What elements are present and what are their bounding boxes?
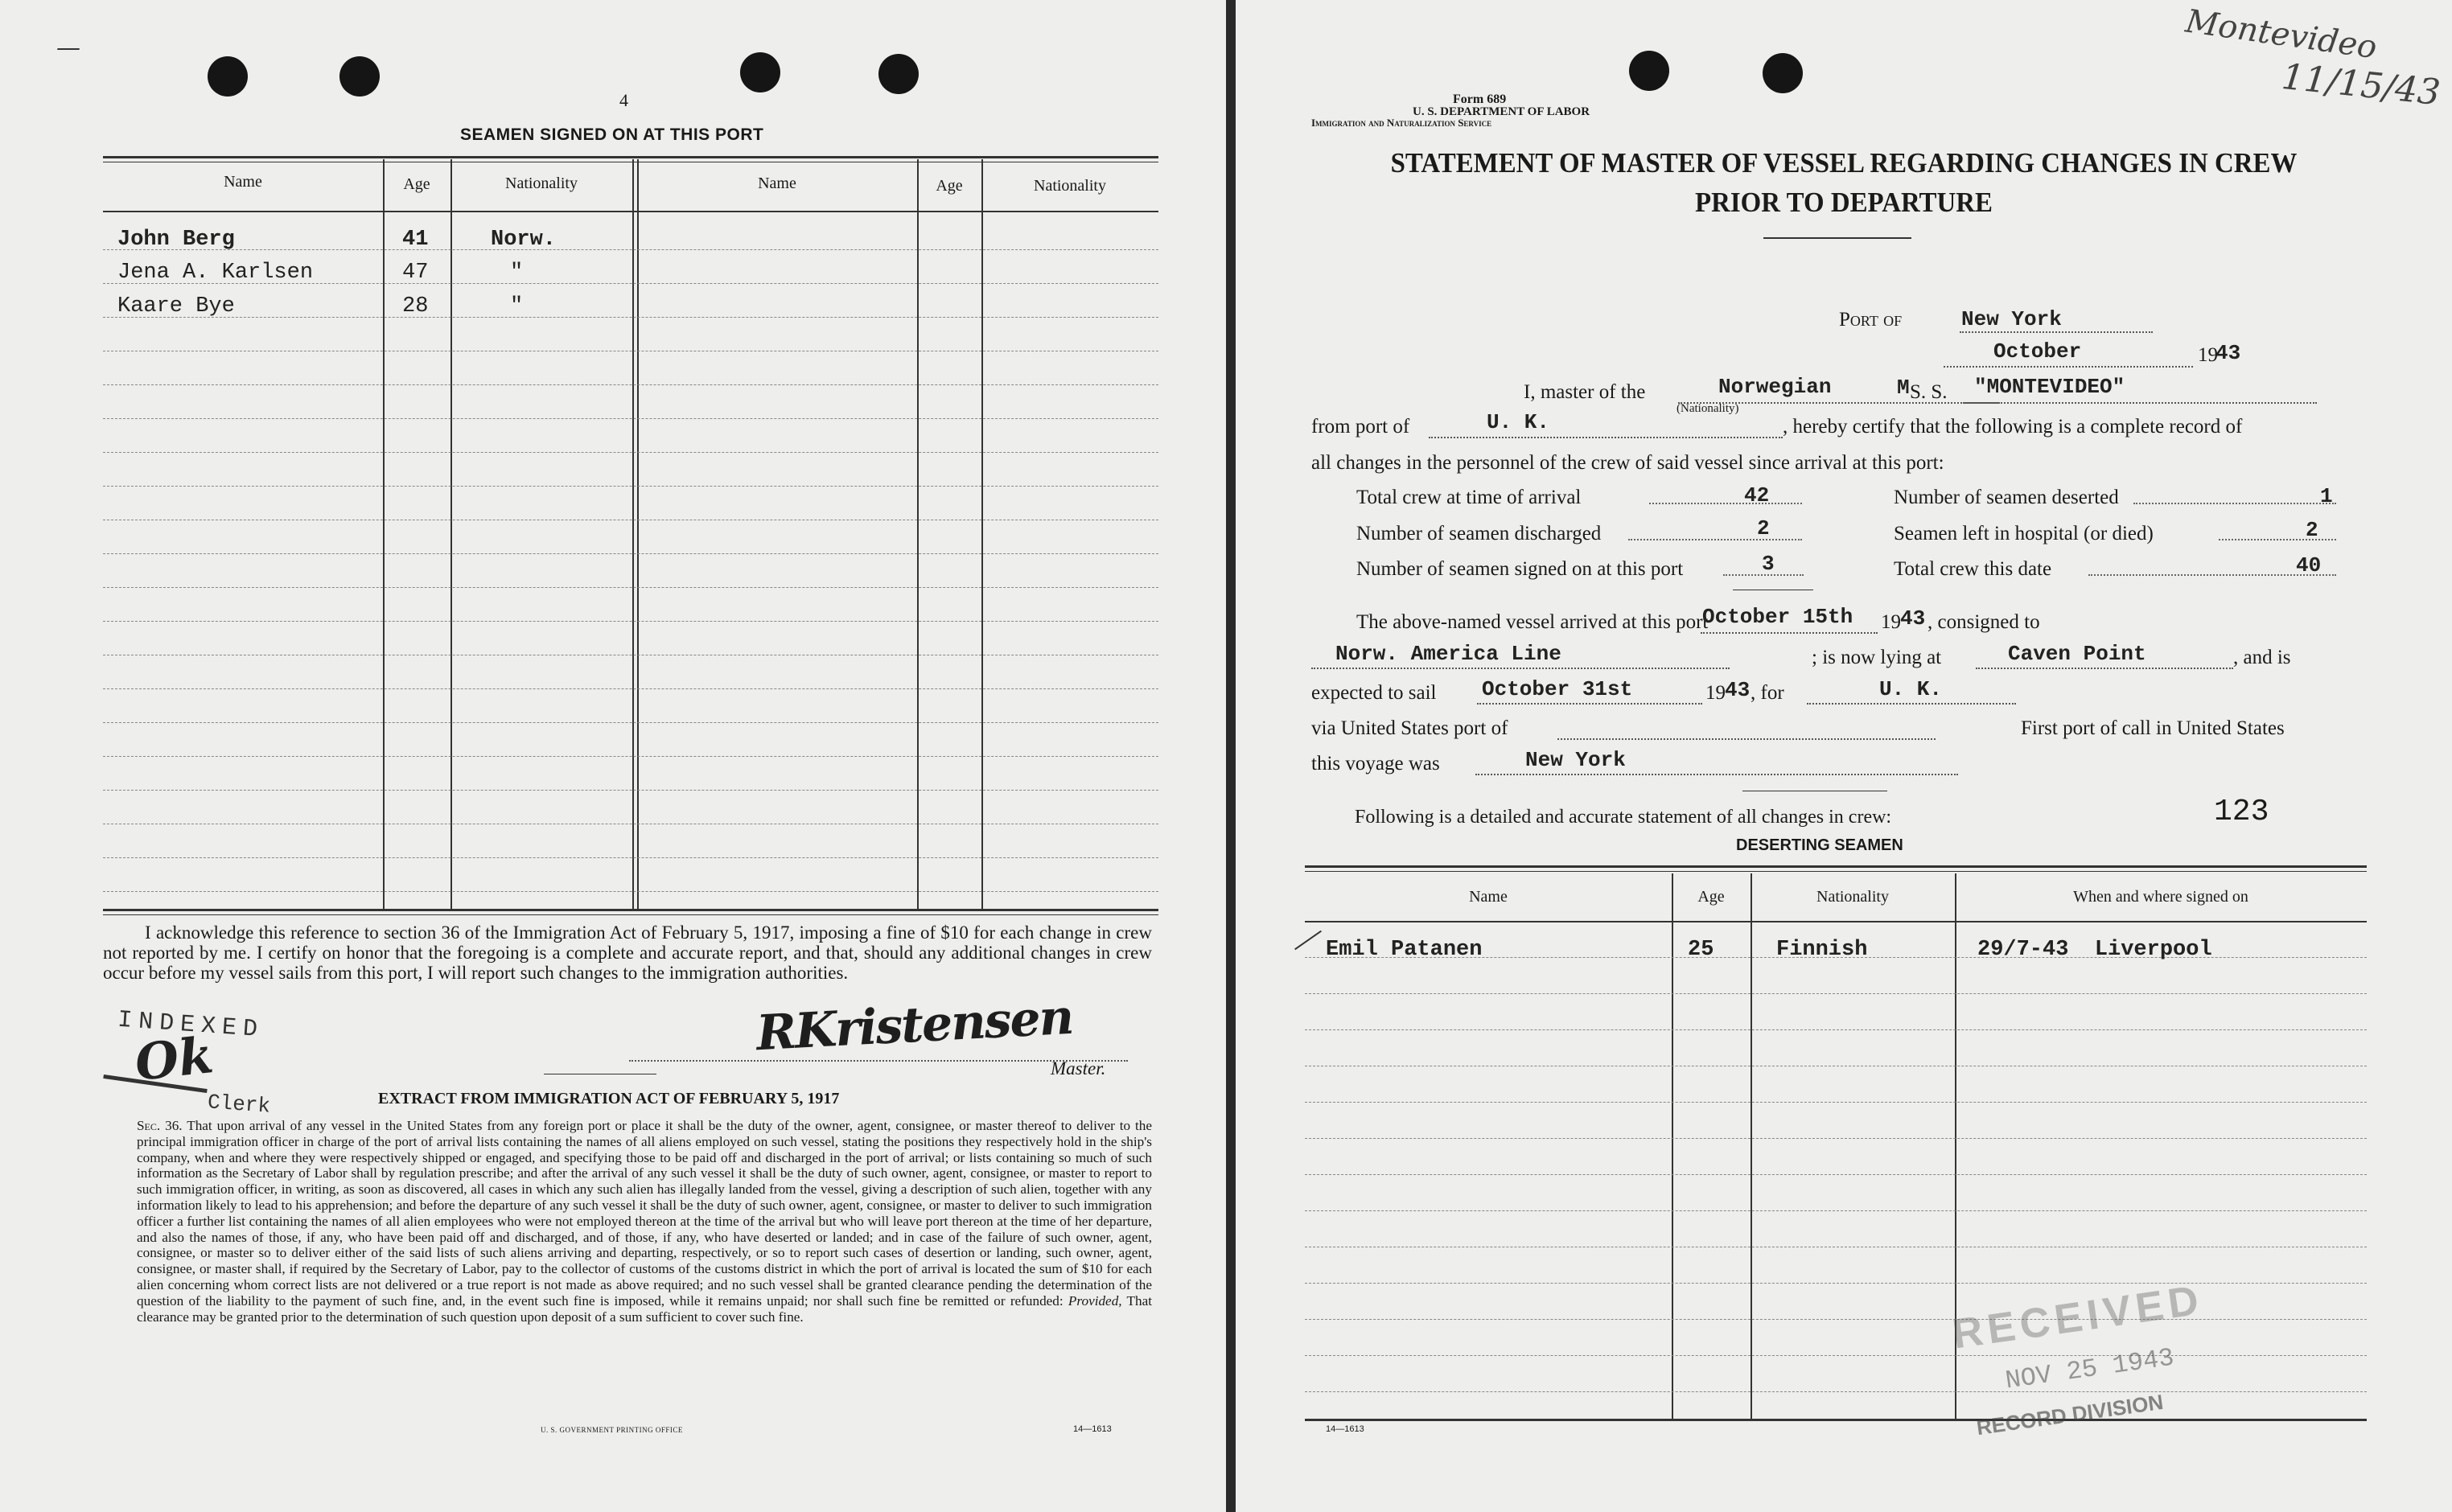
consignee-value: Norw. America Line [1335, 642, 1561, 666]
handwritten-date: 11/15/43 [2279, 55, 2442, 114]
total-date-label: Total crew this date [1894, 558, 2052, 580]
sail-year-value: 43 [1725, 678, 1751, 702]
total-arrival-label: Total crew at time of arrival [1356, 487, 1582, 508]
col-name: Name [224, 173, 262, 191]
deserted-value: 1 [2320, 484, 2333, 508]
col-nationality-2: Nationality [1034, 177, 1106, 195]
row-rule [103, 722, 1158, 723]
arrived-year-value: 43 [1900, 606, 1926, 631]
right-page [1236, 0, 2452, 1512]
row-rule [103, 857, 1158, 858]
desert-row-name: Emil Patanen [1326, 938, 1483, 962]
for-value: U. K. [1879, 677, 1943, 701]
desert-col-nationality: Nationality [1816, 888, 1889, 906]
row-rule [103, 688, 1158, 689]
arrived-value: October 15th [1702, 605, 1853, 629]
page-number: 4 [619, 90, 628, 110]
vessel-name: "MONTEVIDEO" [1974, 375, 2125, 399]
nationality-caption: (Nationality) [1676, 402, 1739, 415]
row-rule [1305, 1138, 2367, 1139]
row-rule [103, 317, 1158, 318]
row-rule [103, 587, 1158, 588]
act-section-prefix: Sec. 36. [137, 1118, 183, 1133]
indexed-stamp: INDEXED [117, 1006, 265, 1045]
row-name: Kaare Bye [117, 294, 235, 318]
service: Immigration and Naturalization Service [1311, 117, 1492, 129]
from-port-value: U. K. [1487, 410, 1550, 434]
first-port-label: First port of call in United States [2021, 717, 2285, 739]
punch-hole [878, 54, 919, 94]
hospital-label: Seamen left in hospital (or died) [1894, 523, 2154, 544]
form-code-right: 14—1613 [1326, 1424, 1364, 1434]
desert-col-name: Name [1469, 888, 1508, 906]
section-title: SEAMEN SIGNED ON AT THIS PORT [460, 125, 764, 144]
acknowledgement-text: I acknowledge this reference to section 36 of the Immigration Act of February 5, 1917, imposing a fine of $10 for each change in crew not reported by me. I certify on honor that the foregoing is a complete and accurate report, and that, should any additional changes in crew occur before my vessel sails from this port, I will report such changes to the immigration authorities. [103, 922, 1152, 983]
row-rule [1305, 1355, 2367, 1356]
desert-row-age: 25 [1688, 938, 1714, 962]
row-rule [1305, 1210, 2367, 1211]
col-age: Age [403, 175, 430, 193]
form-number: Form 689 [1453, 92, 1507, 106]
row-rule [1305, 1174, 2367, 1175]
desert-col-signed: When and where signed on [2073, 888, 2248, 906]
nationality-value: Norwegian [1718, 375, 1832, 399]
signed-on-value: 3 [1762, 552, 1775, 576]
punch-hole [208, 56, 248, 97]
consigned-label: , consigned to [1927, 611, 2040, 633]
for-label: , for [1751, 682, 1784, 704]
via-label: via United States port of [1311, 717, 1508, 739]
hospital-value: 2 [2306, 518, 2318, 542]
row-rule [1305, 1102, 2367, 1103]
received-date: NOV 25 1943 [2003, 1342, 2176, 1396]
desert-col-age: Age [1697, 888, 1725, 906]
row-nationality: " [510, 261, 524, 285]
row-nationality: Norw. [491, 228, 557, 252]
act-tail: That clearance may be granted prior to the determination of such question upon deposit of a sum sufficient to cover such fine. [137, 1292, 1153, 1325]
row-name: Jena A. Karlsen [117, 261, 314, 285]
desert-row-nationality: Finnish [1776, 938, 1868, 962]
discharged-value: 2 [1757, 516, 1770, 540]
form-code-left: 14—1613 [1073, 1424, 1112, 1434]
row-rule [103, 384, 1158, 385]
arrived-year-prefix: 19 [1881, 611, 1901, 633]
row-rule [1305, 1029, 2367, 1030]
total-date-value: 40 [2296, 553, 2322, 577]
port-value: New York [1961, 307, 2062, 331]
row-rule [103, 452, 1158, 453]
lying-label: ; is now lying at [1812, 647, 1942, 668]
act-body: That upon arrival of any vessel in the United States from any foreign port or place it shall be the duty of the owner, agent, consignee, or master thereof to deliver to the principal immigration officer in charge of the port of arrival lists containing the names of all aliens employed on such vessel, stating the positions they respectively hold in the ship's company, when and where they were respectively shipped or engaged, and specifying those to be paid off and discharged in the port of arrival; or lists containing so much of such information as the Secretary of Labor shall by regulation prescribe; and after the arrival of any such vessel it shall be the duty of such owner, agent, consignee, or master to report to such immigration officer, in writing, as soon as discovered, all cases in which any such alien has illegally landed from the vessel, giving a description of such alien, together with any information likely to lead to his apprehension; and before the departure of any such vessel it shall be the duty of such owner, agent, consignee, or master to deliver to such immigration officer a further list containing the names of all alien employees who were not employed thereon at the time of the arrival but who will leave port thereon at the time of her departure, and also the names of those, if any, who have been paid off and discharged, and of those, if any, who have deserted or landed; and in case of the failure of such owner, agent, consignee, or master so to deliver either of the said lists of such aliens arriving and departing, respectively, or so to report such cases of desertion or landing, such owner, agent, consignee, or master shall, if required by the Secretary of Labor, pay to the collector of customs of the customs district in which the port of arrival is located the sum of $10 for each alien concerning whom correct lists are not delivered or a true report is not made as above required; and no such vessel shall be granted clearance pending the determination of the question of the liability to the payment of such fine, and, in the event such fine is imposed, while it remains unpaid; nor shall such fine be remitted or refunded: [137, 1118, 1152, 1309]
row-name: John Berg [117, 228, 235, 252]
act-extract [137, 1118, 1152, 1325]
master-signature: RKristensen [755, 988, 1074, 1062]
row-rule [103, 553, 1158, 554]
extract-title: EXTRACT FROM IMMIGRATION ACT OF FEBRUARY 5, 1917 [378, 1090, 840, 1107]
col-nationality: Nationality [505, 175, 578, 192]
sail-year-prefix: 19 [1705, 682, 1726, 704]
voyage-value: New York [1525, 748, 1626, 772]
received-division: RECORD DIVISION [1974, 1389, 2165, 1440]
row-rule [1305, 1283, 2367, 1284]
deserting-title: DESERTING SEAMEN [1736, 836, 1903, 854]
clerk-initials: Ok [132, 1025, 216, 1092]
master-of-label: I, master of the [1524, 381, 1646, 403]
row-rule [103, 756, 1158, 757]
discharged-label: Number of seamen discharged [1356, 523, 1602, 544]
row-nationality: " [510, 294, 524, 318]
port-label: Port of [1839, 309, 1903, 331]
lying-value: Caven Point [2008, 642, 2146, 666]
row-rule [1305, 1319, 2367, 1320]
master-label: Master. [1051, 1058, 1106, 1079]
printing-office: U. S. GOVERNMENT PRINTING OFFICE [541, 1426, 683, 1434]
deserted-label: Number of seamen deserted [1894, 487, 2119, 508]
and-is-label: , and is [2233, 647, 2291, 668]
form-subtitle: PRIOR TO DEPARTURE [1695, 187, 1993, 218]
total-arrival-value: 42 [1744, 483, 1770, 507]
row-rule [103, 621, 1158, 622]
row-rule [1305, 1391, 2367, 1392]
signed-on-label: Number of seamen signed on at this port [1356, 558, 1684, 580]
corner-mark: — [56, 34, 80, 62]
check-mark [1294, 931, 1322, 951]
month-value: October [1993, 339, 2082, 364]
row-age: 41 [402, 228, 429, 252]
number-stamp: 123 [2214, 795, 2269, 829]
form-title: STATEMENT OF MASTER OF VESSEL REGARDING CHANGES IN CREW [1390, 147, 2298, 179]
punch-hole [339, 56, 380, 97]
row-rule [103, 486, 1158, 487]
changes-text: all changes in the personnel of the crew of said vessel since arrival at this port: [1311, 452, 1944, 474]
handwritten-vessel: Montevideo [2183, 2, 2380, 67]
desert-row-signed: 29/7-43 Liverpool [1977, 938, 2212, 962]
year-value: 43 [2215, 341, 2241, 365]
row-rule [103, 891, 1158, 892]
row-age: 28 [402, 294, 429, 318]
clerk-label: Clerk [207, 1090, 271, 1119]
department: U. S. DEPARTMENT OF LABOR [1413, 105, 1590, 118]
row-rule [103, 418, 1158, 419]
ss-label: S. S. [1910, 381, 1948, 403]
sail-value: October 31st [1482, 677, 1633, 701]
punch-hole [1763, 53, 1803, 93]
row-rule [103, 790, 1158, 791]
row-rule [103, 249, 1158, 250]
row-rule [1305, 993, 2367, 994]
following-label: Following is a detailed and accurate statement of all changes in crew: [1355, 807, 1892, 828]
sail-label: expected to sail [1311, 682, 1437, 704]
ms-prefix: M [1897, 376, 1910, 400]
voyage-label: this voyage was [1311, 753, 1440, 774]
punch-hole [1629, 51, 1669, 91]
received-stamp: RECEIVED [1949, 1276, 2207, 1358]
year-prefix: 19 [2198, 344, 2218, 366]
punch-hole [740, 52, 780, 92]
arrived-label: The above-named vessel arrived at this port [1356, 611, 1709, 633]
col-name-2: Name [758, 175, 796, 192]
col-age-2: Age [936, 177, 963, 195]
certify-text: , hereby certify that the following is a complete record of [1783, 416, 2243, 438]
row-age: 47 [402, 261, 429, 285]
act-provided: Provided, [1068, 1292, 1122, 1309]
from-port-label: from port of [1311, 416, 1410, 438]
